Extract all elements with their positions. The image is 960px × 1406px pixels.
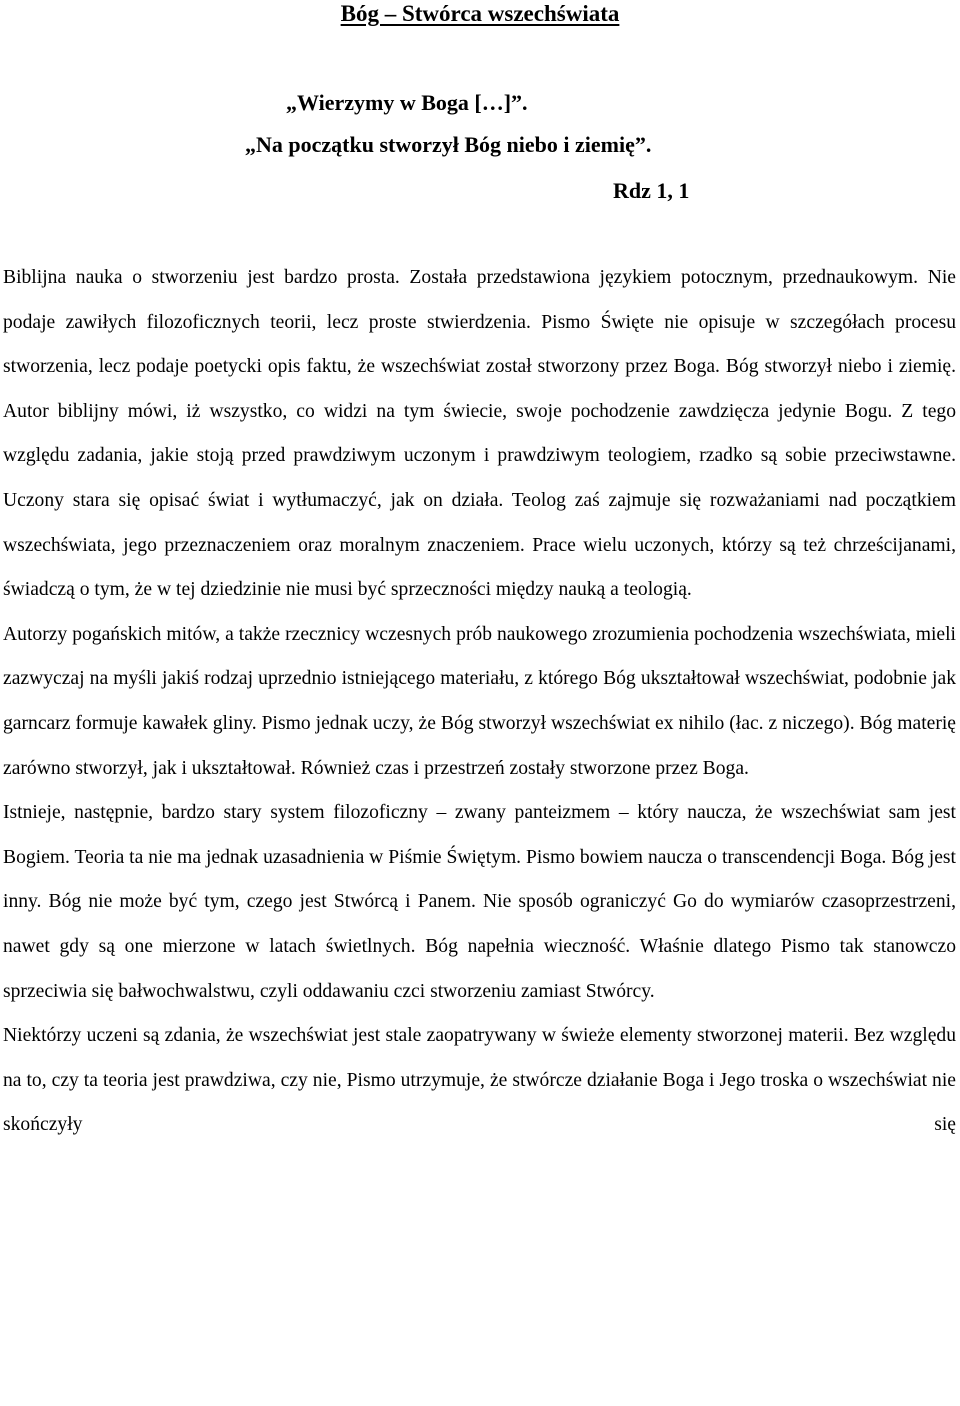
paragraph-3: Istnieje, następnie, bardzo stary system filozoficzny – zwany panteizmem – który naucza, że wszechświat sam jest Bogiem. Teoria ta nie ma jednak uzasadnienia w Piśmie Świętym. Pismo bowiem naucza o transcendencji Boga. Bóg jest inny. Bóg nie może być tym, czego jest Stwórcą i Panem. Nie sposób ograniczyć Go do wymiarów czasoprzestrzeni, nawet gdy są one mierzone w latach świetlnych. Bóg napełnia wieczność. Właśnie dlatego Pismo tak stanowczo sprzeciwia się bałwochwalstwu, czyli oddawaniu czci stworzeniu zamiast Stwórcy. bbox=[3, 802, 956, 1002]
motto-reference: Rdz 1, 1 bbox=[613, 178, 690, 203]
document-title: Bóg – Stwórca wszechświata bbox=[340, 1, 620, 26]
paragraph-4: Niektórzy uczeni są zdania, że wszechświat jest stale zaopatrywany w świeże elementy stworzonej materii. Bez względu na to, czy ta teoria jest prawdziwa, czy nie, Pismo utrzymuje, że stwórcze działanie Boga i Jego troska o wszechświat nie skończyły się bbox=[3, 1025, 956, 1136]
paragraph-1: Biblijna nauka o stworzeniu jest bardzo prosta. Została przedstawiona językiem potocznym, przednaukowym. Nie podaje zawiłych filozoficznych teorii, lecz proste stwierdzenia. Pismo Święte nie opisuje w szczegółach procesu stworzenia, lecz podaje poetycki opis faktu, że wszechświat został stworzony przez Boga. Bóg stworzył niebo i ziemię. Autor biblijny mówi, iż wszystko, co widzi na tym świecie, swoje pochodzenie zawdzięcza jedynie Bogu. Z tego względu zadania, jakie stoją przed prawdziwym uczonym i prawdziwym teologiem, rzadko są sobie przeciwstawne. Uczony stara się opisać świat i wytłumaczyć, jak on działa. Teolog zaś zajmuje się rozważaniami nad początkiem wszechświata, jego przeznaczeniem oraz moralnym znaczeniem. Prace wielu uczonych, którzy są też chrześcijanami, świadczą o tym, że w tej dziedzinie nie musi być sprzeczności między nauką a teologią. bbox=[3, 267, 956, 601]
document-body bbox=[3, 256, 956, 1148]
motto-line-1: „Wierzymy w Boga […]”. bbox=[286, 90, 528, 115]
paragraph-2: Autorzy pogańskich mitów, a także rzecznicy wczesnych prób naukowego zrozumienia pochodzenia wszechświata, mieli zazwyczaj na myśli jakiś rodzaj uprzednio istniejącego materiału, z którego Bóg ukształtował wszechświat, podobnie jak garncarz formuje kawałek gliny. Pismo jednak uczy, że Bóg stworzył wszechświat ex nihilo (łac. z niczego). Bóg materię zarówno stworzył, jak i ukształtował. Również czas i przestrzeń zostały stworzone przez Boga. bbox=[3, 623, 956, 779]
motto-line-2: „Na początku stworzył Bóg niebo i ziemię”. bbox=[245, 132, 652, 157]
